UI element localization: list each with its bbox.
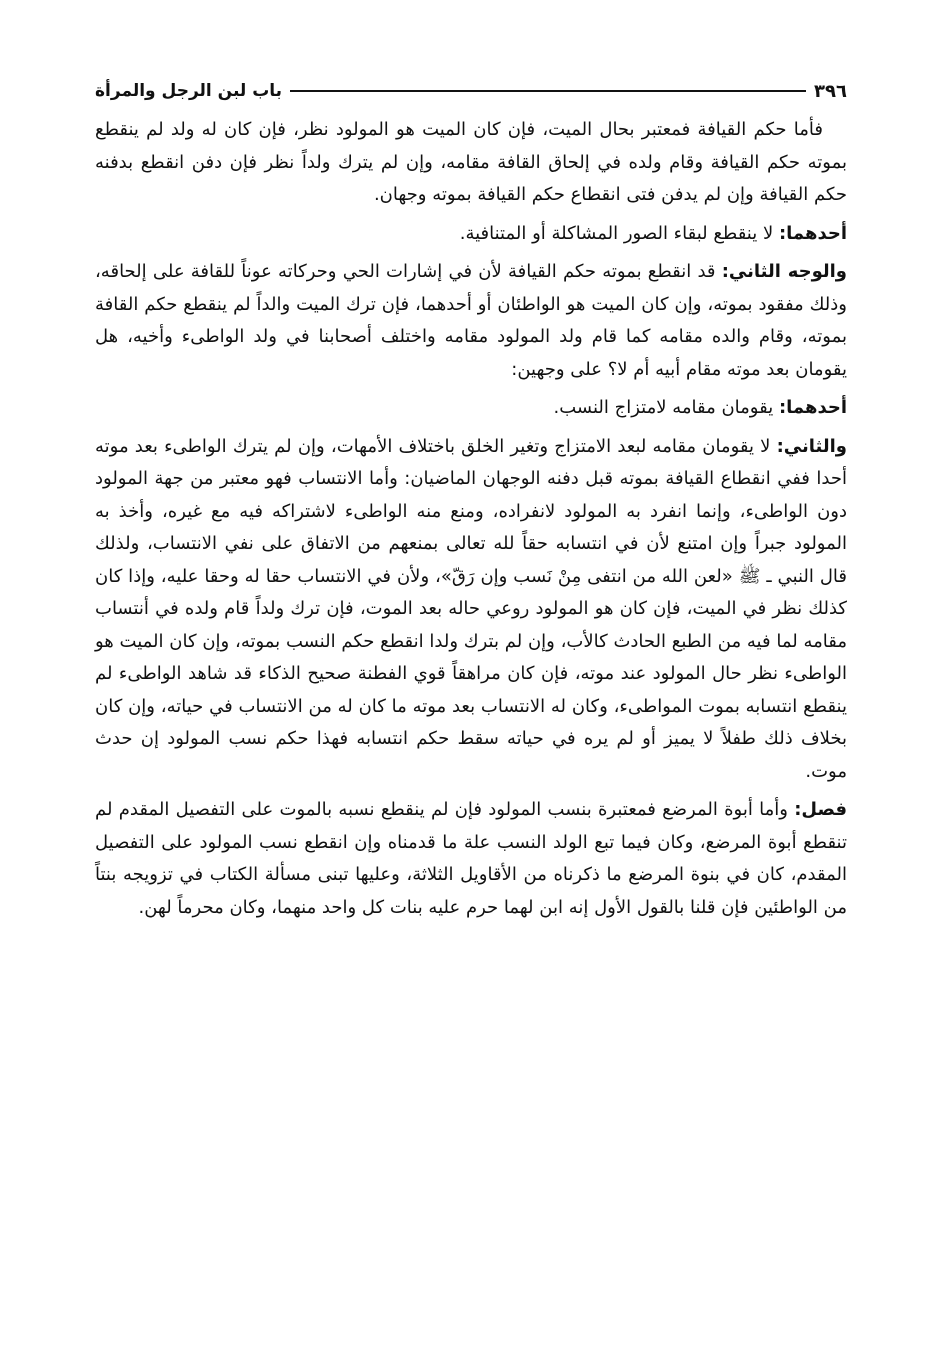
paragraph: [95, 218, 847, 251]
paragraph-lead: أحدهما:: [778, 397, 847, 418]
paragraph-lead: والثاني:: [776, 435, 847, 457]
page-number: ٣٩٦: [814, 80, 847, 102]
paragraph-text: قد انقطع بموته حكم القيافة لأن في إشارات الحي وحركاته عوناً للقافة على إلحاقه، وذلك مفقود بموته، وإن كان الميت هو الواطئان أو أحدهما، فإن ترك الميت والداً لم ينقطع حكم القافة بموته، وقام والده مقامه كما قام ولد المولود مقامه واختلف أصحابنا في ولد الواطىء وأخيه، هل يقومان بعد موته مقام أبيه أم لا؟ على وجهين:: [95, 261, 847, 380]
paragraph: [95, 392, 847, 425]
header-rule: [290, 90, 806, 92]
paragraph-lead: والوجه الثاني:: [721, 261, 847, 282]
paragraph-text: فأما حكم القيافة فمعتبر بحال الميت، فإن كان الميت هو المولود نظر، فإن كان له ولد لم ينقطع بموته حكم القيافة وقام ولده في إلحاق القافة مقامه، وإن لم يترك ولداً نظر فإن دفن انقطع بدفنه حكم القيافة وإن لم يدفن فتى انقطاع حكم القيافة بموته وجهان.: [95, 119, 847, 205]
paragraph-text: يقومان مقامه لامتزاج النسب.: [553, 397, 779, 418]
book-page: [95, 74, 847, 930]
paragraph: [95, 794, 847, 924]
paragraph-text: وأما أبوة المرضع فمعتبرة بنسب المولود فإن لم ينقطع نسبه بالموت على التفصيل المقدم لم تنقطع أبوة المرضع، وكان فيما تبع الولد النسب علة ما قدمناه وإن انقطع نسب المولود على التفصيل المقدم، كان في بنوة المرضع ما ذكرناه من الأقاويل الثلاثة، وعليها تبنى مسألة الكتاب في تزويجه بنتاً من الواطئين فإن قلنا بالقول الأول إنه ابن لهما حرم عليه بنات كل واحد منهما، وكان محرماً لهن.: [95, 799, 847, 918]
paragraph-lead: أحدهما:: [778, 222, 847, 244]
paragraph-lead: فصل:: [794, 799, 847, 820]
paragraph-text: لا يقومان مقامه لبعد الامتزاج وتغير الخلق باختلاف الأمهات، وإن لم يترك الواطىء بعد موته أحدا ففي انقطاع القيافة بموته قبل دفنه الوجهان الماضيان: وأما الانتساب فهو معتبر من جهة المولود دون الواطىء، وإنما انفرد به المولود لانفراده، ومنع منه الواطىء لاشتراكه فيه مع غيره، وأخذ به المولود جبراً وإن امتنع لأن في انتسابه حقاً لله تعالى بمنعهم من الاتفاق على نفي الانتساب، ولذلك قال النبي ـ ﷺ «لعن الله من انتفى مِنْ نَسب وإن رَقّ»، ولأن في الانتساب حقا له وحقا عليه، وإذا كان كذلك نظر في الميت، فإن كان هو المولود روعي حاله بعد الموت، فإن ترك ولداً قام ولده في أنتساب مقامه لما فيه من الطبع الحادث كالأب، وإن لم بترك ولدا انقطع حكم النسب بموته، وإن كان الميت هو الواطىء نظر حال المولود عند موته، فإن كان مراهقاً قوي الفطنة صحيح الذكاء قد شاهد الواطىء لم ينقطع انتسابه بموت المواطىء، وكان له الانتساب بعد موته ما كان له من الانتساب في حياته، وإن كان بخلاف ذلك طفلاً لا يميز أو لم يره في حياته سقط حكم انتسابه فهذا حكم نسب المولود إن حدث موت.: [95, 435, 847, 782]
paragraph: [95, 431, 847, 789]
running-head: [95, 74, 847, 108]
paragraph: [95, 256, 847, 386]
chapter-title: باب لبن الرجل والمرأة: [95, 81, 283, 101]
body-text: [95, 114, 847, 924]
paragraph-text: لا ينقطع لبقاء الصور المشاكلة أو المتنافية.: [459, 222, 779, 244]
paragraph: [95, 114, 847, 212]
